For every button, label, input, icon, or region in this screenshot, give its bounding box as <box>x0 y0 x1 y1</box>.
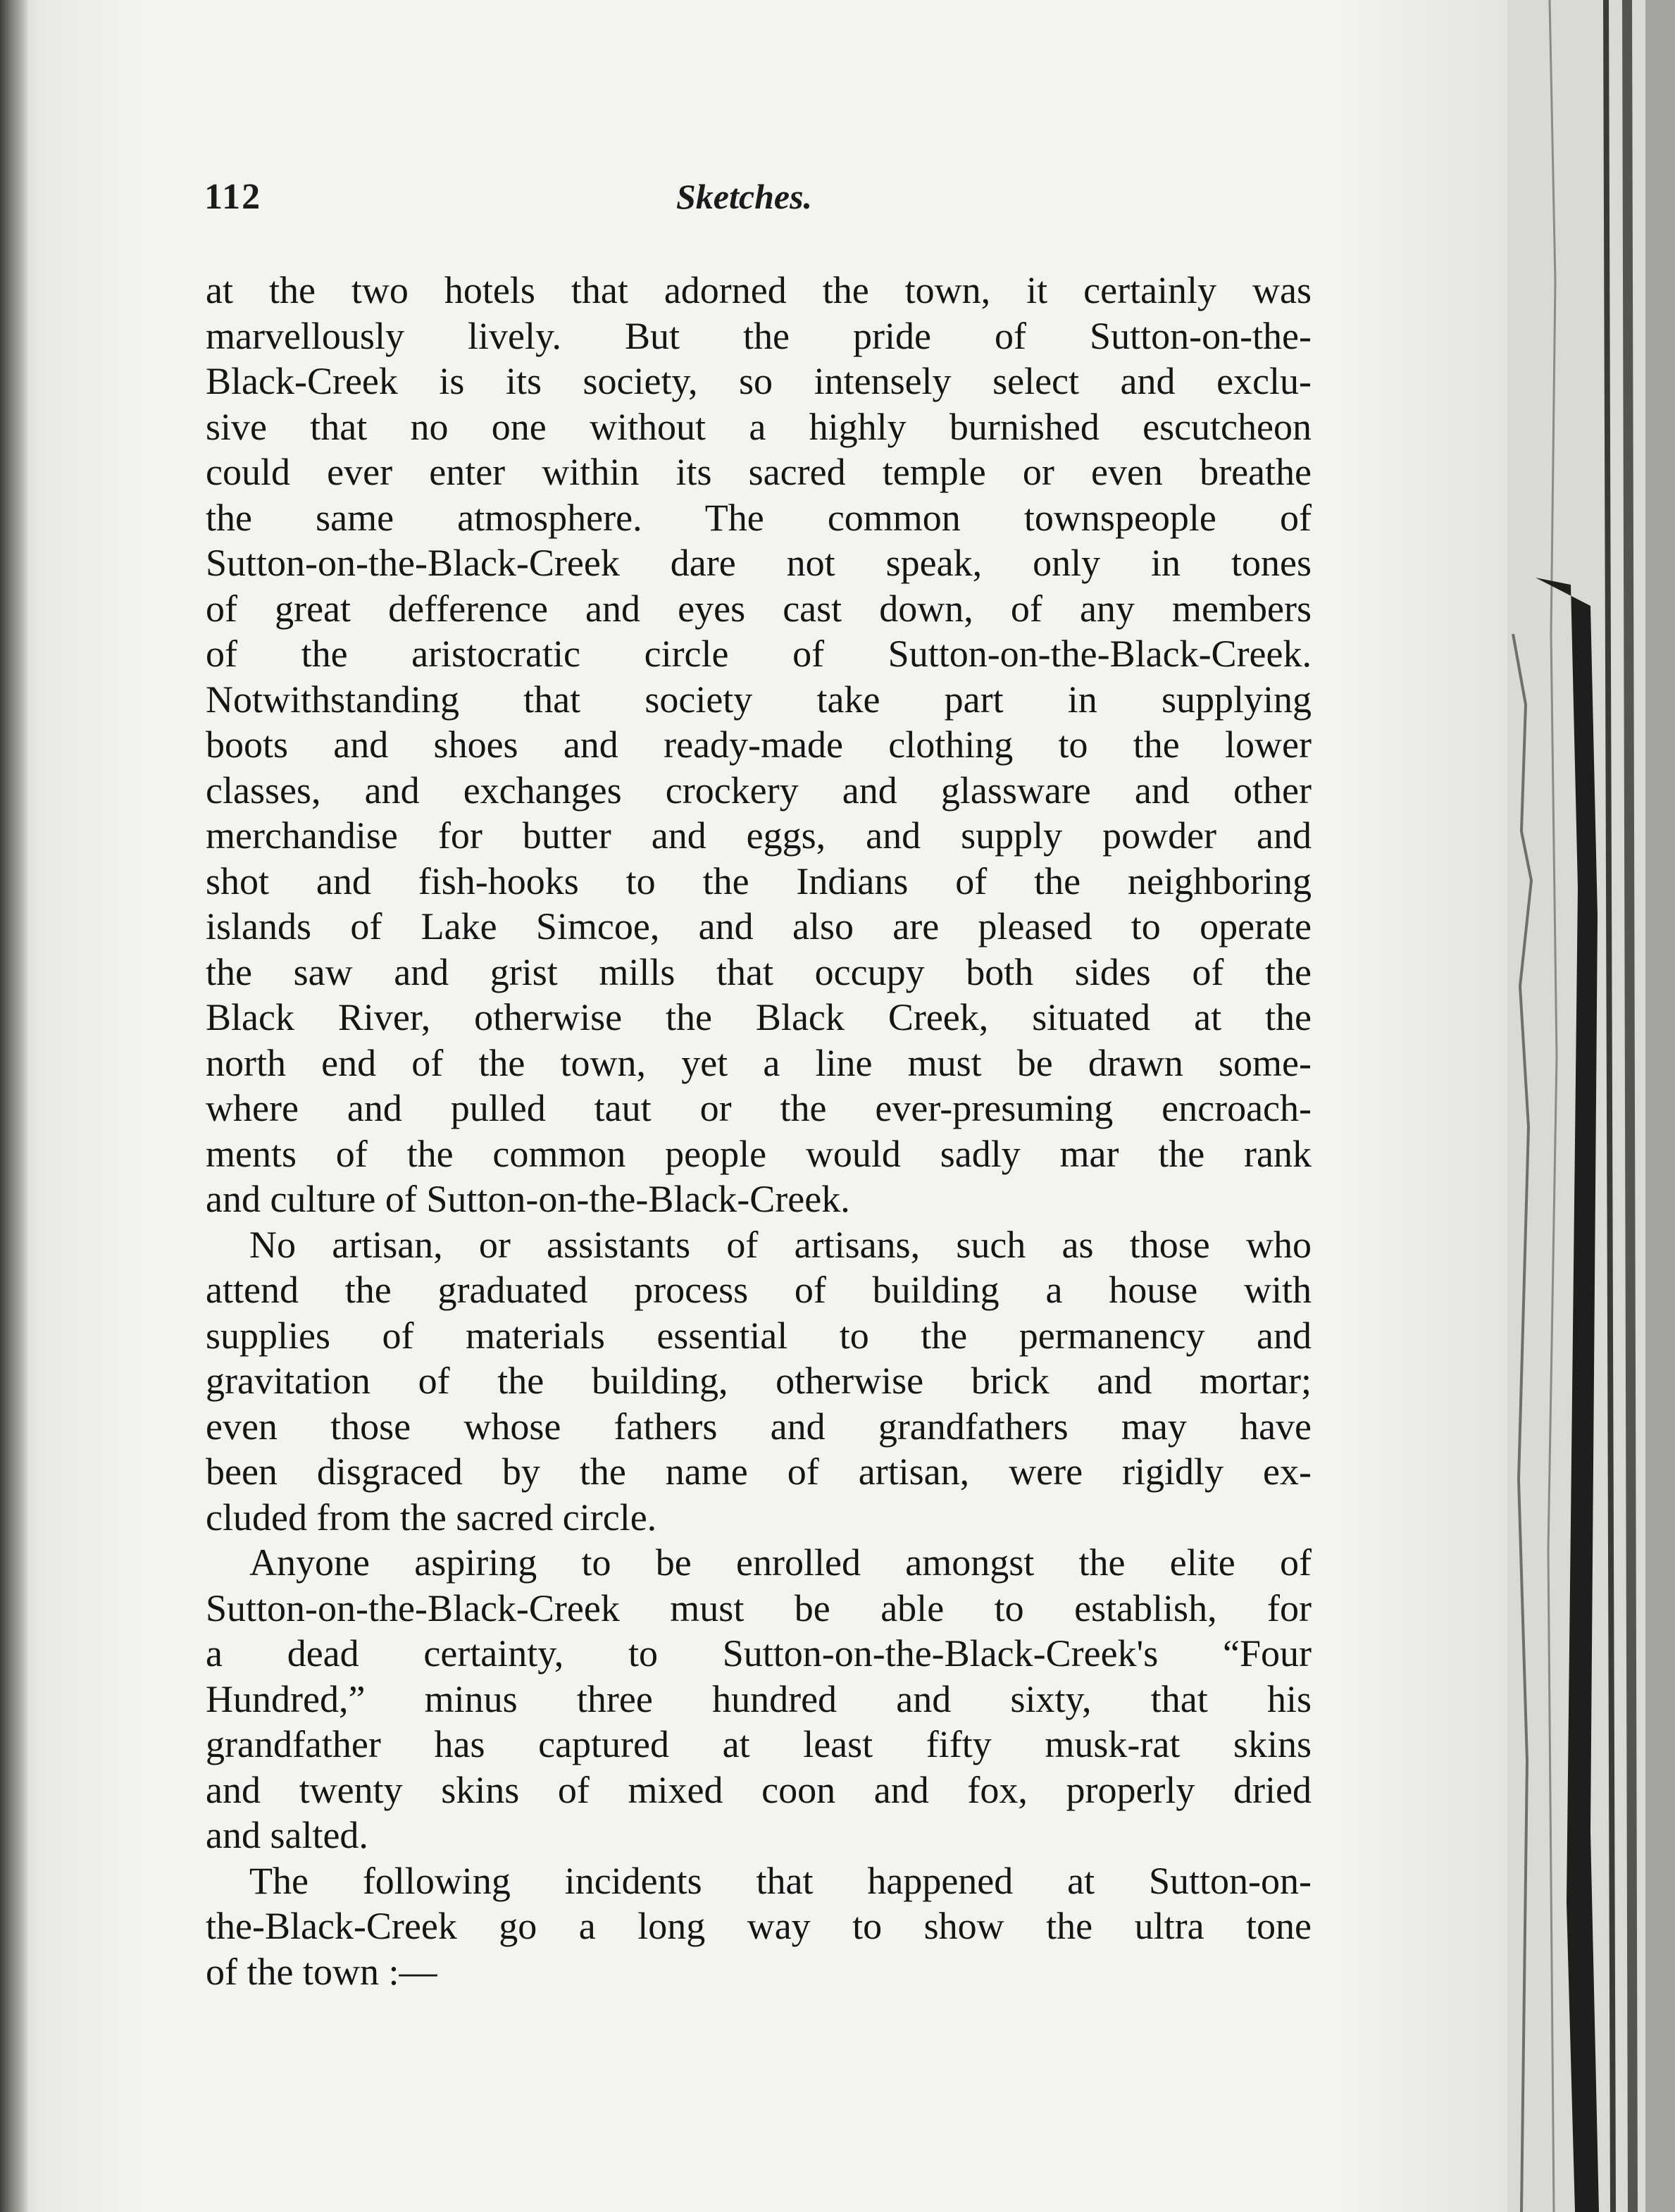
text-line: and culture of Sutton-on-the-Black-Creek. <box>206 1178 850 1220</box>
text-line: could ever enter within its sacred temple or even breathe <box>206 451 1312 493</box>
text-line: supplies of materials essential to the permanency and <box>206 1314 1312 1357</box>
text-line: cluded from the sacred circle. <box>206 1496 657 1539</box>
text-line: the saw and grist mills that occupy both sides of the <box>206 950 1312 993</box>
text-line: of the aristocratic circle of Sutton-on-the-Black-Creek. <box>206 633 1312 675</box>
right-binding-edge <box>1507 0 1675 2212</box>
left-page-edge <box>0 0 28 2212</box>
paragraph-3 <box>206 1540 1312 1858</box>
running-head <box>204 176 1331 232</box>
text-line: grandfather has captured at least fifty musk-rat skins <box>206 1723 1312 1765</box>
text-line: north end of the town, yet a line must be drawn some- <box>206 1041 1312 1084</box>
text-line: of the town :— <box>206 1950 437 1993</box>
text-line: marvellously lively. But the pride of Sutton-on-the- <box>206 314 1312 357</box>
text-line: Hundred,” minus three hundred and sixty, that his <box>206 1677 1312 1720</box>
running-title: Sketches. <box>676 177 813 216</box>
text-line: merchandise for butter and eggs, and supply powder and <box>206 814 1312 857</box>
text-line: ments of the common people would sadly mar the rank <box>206 1132 1312 1175</box>
paragraph-4 <box>206 1858 1312 1995</box>
text-line: Black River, otherwise the Black Creek, situated at the <box>206 996 1312 1038</box>
text-line: where and pulled taut or the ever-presuming encroach- <box>206 1087 1312 1129</box>
text-line: shot and fish-hooks to the Indians of the neighboring <box>206 859 1312 902</box>
text-line: islands of Lake Simcoe, and also are pleased to operate <box>206 905 1312 947</box>
text-line: gravitation of the building, otherwise brick and mortar; <box>206 1360 1312 1402</box>
text-line: sive that no one without a highly burnished escutcheon <box>206 405 1312 448</box>
text-line: Anyone aspiring to be enrolled amongst the elite of <box>249 1541 1312 1584</box>
text-line: and twenty skins of mixed coon and fox, properly dried <box>206 1768 1312 1811</box>
text-line: No artisan, or assistants of artisans, such as those who <box>249 1223 1312 1266</box>
text-line: Black-Creek is its society, so intensely select and exclu- <box>206 360 1312 402</box>
text-line: attend the graduated process of building a house with <box>206 1269 1312 1311</box>
text-line: at the two hotels that adorned the town, it certainly was <box>206 269 1312 311</box>
paragraph-2 <box>206 1222 1312 1541</box>
text-line: Sutton-on-the-Black-Creek dare not speak, only in tones <box>206 542 1312 584</box>
text-line: the same atmosphere. The common townspeople of <box>206 496 1312 539</box>
text-line: Notwithstanding that society take part in supplying <box>206 678 1312 721</box>
paragraph-1 <box>206 268 1312 1222</box>
text-line: a dead certainty, to Sutton-on-the-Black-Creek's “Four <box>206 1632 1312 1674</box>
page-number: 112 <box>204 177 262 217</box>
text-line: and salted. <box>206 1814 368 1856</box>
text-line: been disgraced by the name of artisan, were rigidly ex- <box>206 1450 1312 1493</box>
text-line: the-Black-Creek go a long way to show the ultra tone <box>206 1905 1312 1947</box>
text-line: Sutton-on-the-Black-Creek must be able to establish, for <box>206 1586 1312 1629</box>
body-text <box>206 268 1312 1994</box>
text-line: even those whose fathers and grandfathers may have <box>206 1405 1312 1448</box>
text-line: of great defference and eyes cast down, of any members <box>206 587 1312 630</box>
text-line: boots and shoes and ready-made clothing to the lower <box>206 723 1312 766</box>
text-line: The following incidents that happened at Sutton-on- <box>249 1859 1312 1902</box>
text-line: classes, and exchanges crockery and glassware and other <box>206 769 1312 812</box>
